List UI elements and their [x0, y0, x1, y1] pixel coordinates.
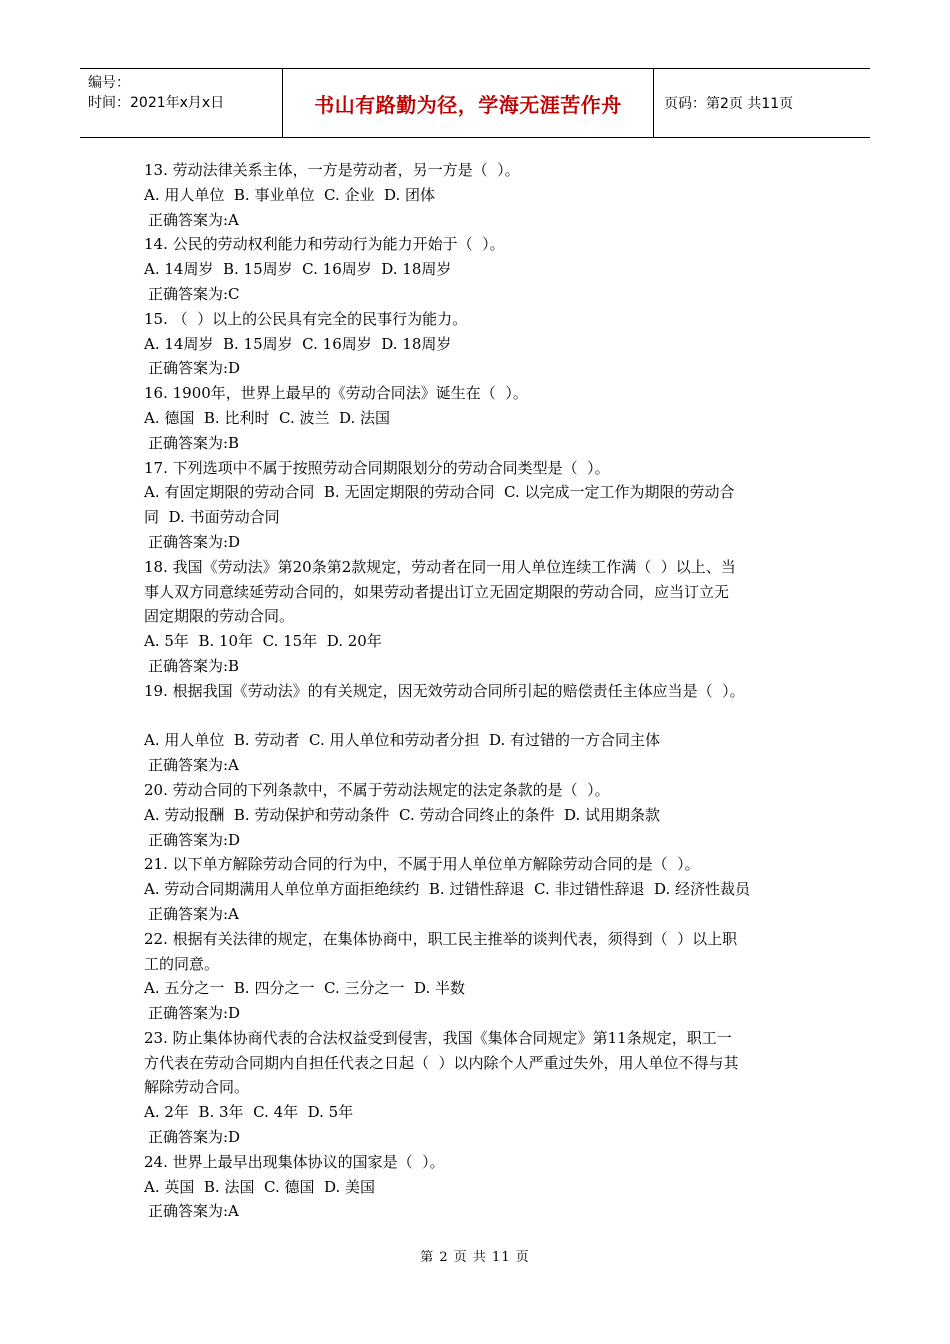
question-text: 19. 根据我国《劳动法》的有关规定，因无效劳动合同所引起的赔偿责任主体应当是（ ）。 — [144, 681, 745, 700]
question-line: A. 有固定期限的劳动合同 B. 无固定期限的劳动合同 C. 以完成一定工作为期限的劳动合 — [144, 483, 735, 502]
answer-text: 正确答案为:D — [148, 1128, 241, 1147]
question-line: 事人双方同意续延劳动合同的，如果劳动者提出订立无固定期限的劳动合同，应当订立无 — [144, 582, 730, 601]
question-block — [144, 1150, 824, 1224]
answer-text: 正确答案为:D — [148, 830, 241, 849]
question-line: A. 劳动报酬 B. 劳动保护和劳动条件 C. 劳动合同终止的条件 D. 试用期条款 — [144, 805, 661, 824]
answer-text: 正确答案为:C — [148, 284, 240, 303]
question-line: 工的同意。 — [144, 954, 220, 973]
answer-text: 正确答案为:A — [148, 756, 239, 775]
question-block — [144, 852, 824, 926]
question-block — [144, 1026, 824, 1150]
question-block — [144, 307, 824, 381]
question-line: 方代表在劳动合同期内自担任代表之日起（ ）以内除个人严重过失外，用人单位不得与其 — [144, 1053, 739, 1072]
question-block — [144, 555, 824, 679]
question-text: 23. 防止集体协商代表的合法权益受到侵害，我国《集体合同规定》第11条规定，职工一 — [144, 1028, 732, 1047]
question-block — [144, 158, 824, 232]
question-line: 同 D. 书面劳动合同 — [144, 508, 280, 527]
question-text: 14. 公民的劳动权利能力和劳动行为能力开始于（ ）。 — [144, 235, 505, 254]
question-line: A. 德国 B. 比利时 C. 波兰 D. 法国 — [144, 408, 391, 427]
question-text: 17. 下列选项中不属于按照劳动合同期限划分的劳动合同类型是（ ）。 — [144, 458, 610, 477]
question-text: 18. 我国《劳动法》第20条第2款规定，劳动者在同一用人单位连续工作满（ ）以上、当 — [144, 557, 736, 576]
question-line: A. 14周岁 B. 15周岁 C. 16周岁 D. 18周岁 — [144, 334, 452, 353]
question-block — [144, 927, 824, 1026]
question-block — [144, 778, 824, 852]
question-text: 16. 1900年，世界上最早的《劳动合同法》诞生在（ ）。 — [144, 384, 528, 403]
question-block — [144, 679, 824, 778]
question-line: 固定期限的劳动合同。 — [144, 607, 295, 626]
question-text: 13. 劳动法律关系主体，一方是劳动者，另一方是（ ）。 — [144, 161, 520, 179]
answer-text: 正确答案为:D — [148, 1004, 241, 1023]
answer-text: 正确答案为:D — [148, 532, 241, 551]
question-block — [144, 456, 824, 555]
question-block — [144, 232, 824, 306]
question-line: A. 14周岁 B. 15周岁 C. 16周岁 D. 18周岁 — [144, 260, 452, 279]
question-list — [144, 158, 824, 1224]
question-line: A. 五分之一 B. 四分之一 C. 三分之一 D. 半数 — [144, 979, 466, 998]
page-footer: 第 2 页 共 11 页 — [420, 1250, 530, 1265]
question-line: 解除劳动合同。 — [144, 1078, 250, 1097]
question-text: 21. 以下单方解除劳动合同的行为中，不属于用人单位单方解除劳动合同的是（ ）。 — [144, 855, 700, 874]
header-motto: 书山有路勤为径，学海无涯苦作舟 — [282, 69, 654, 137]
question-line: A. 英国 B. 法国 C. 德国 D. 美国 — [144, 1177, 376, 1196]
answer-text: 正确答案为:A — [148, 904, 239, 923]
page-header — [80, 68, 870, 138]
document-number-label: 编号： — [88, 75, 130, 91]
question-line: A. 2年 B. 3年 C. 4年 D. 5年 — [144, 1103, 354, 1122]
header-meta — [80, 69, 282, 137]
answer-text: 正确答案为:D — [148, 359, 241, 378]
question-block — [144, 381, 824, 455]
question-text: 24. 世界上最早出现集体协议的国家是（ ）。 — [144, 1152, 445, 1171]
question-line: A. 用人单位 B. 事业单位 C. 企业 D. 团体 — [144, 185, 436, 204]
answer-text: 正确答案为:A — [148, 1202, 239, 1221]
header-page-label: 页码：第2页 共11页 — [664, 96, 794, 112]
blank-line — [144, 704, 824, 729]
question-text: 20. 劳动合同的下列条款中，不属于劳动法规定的法定条款的是（ ）。 — [144, 780, 610, 799]
document-time-label: 时间：2021年x月x日 — [88, 95, 225, 111]
question-text: 22. 根据有关法律的规定，在集体协商中，职工民主推举的谈判代表，须得到（ ）以上职 — [144, 929, 738, 948]
question-line: A. 5年 B. 10年 C. 15年 D. 20年 — [144, 632, 382, 651]
answer-text: 正确答案为:B — [148, 656, 240, 675]
question-line: A. 用人单位 B. 劳动者 C. 用人单位和劳动者分担 D. 有过错的一方合同主体 — [144, 731, 661, 750]
question-text: 15. （ ）以上的公民具有完全的民事行为能力。 — [144, 309, 468, 328]
question-line: A. 劳动合同期满用人单位单方面拒绝续约 B. 过错性辞退 C. 非过错性辞退 D. 经济性裁员 — [144, 880, 751, 899]
answer-text: 正确答案为:A — [148, 210, 239, 229]
answer-text: 正确答案为:B — [148, 433, 240, 452]
